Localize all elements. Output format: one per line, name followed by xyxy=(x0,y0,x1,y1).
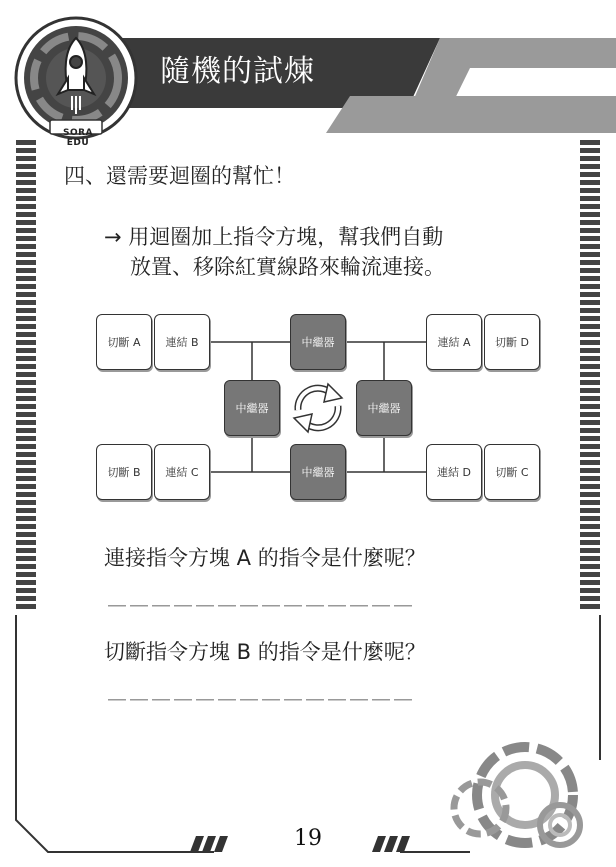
command-block-cut-d: 切斷 D xyxy=(484,314,540,370)
instruction-line-2: 放置、移除紅實線路來輪流連接。 xyxy=(130,255,445,279)
command-block-link-a: 連結 A xyxy=(426,314,482,370)
answer-line-2: ＿＿＿＿＿＿＿＿＿＿＿＿＿＿ xyxy=(108,682,416,703)
chapter-title: 隨機的試煉 xyxy=(160,54,315,89)
command-block-cut-b: 切斷 B xyxy=(96,444,152,500)
question-1: 連接指令方塊 A 的指令是什麼呢？ xyxy=(104,546,426,570)
section-heading: 四、還需要迴圈的幫忙！ xyxy=(64,164,295,188)
brand-label: SORA EDU xyxy=(62,128,94,148)
cycle-arrows-icon xyxy=(288,380,348,436)
instruction-line-1: → 用迴圈加上指令方塊，幫我們自動 xyxy=(104,225,444,249)
page-number: 19 xyxy=(294,826,322,851)
repeater-left: 中繼器 xyxy=(224,380,280,436)
repeater-bottom: 中繼器 xyxy=(290,444,346,500)
answer-line-1: ＿＿＿＿＿＿＿＿＿＿＿＿＿＿ xyxy=(108,588,416,609)
repeater-top: 中繼器 xyxy=(290,314,346,370)
command-block-cut-c: 切斷 C xyxy=(484,444,540,500)
question-2: 切斷指令方塊 B 的指令是什麼呢？ xyxy=(104,640,426,664)
command-block-link-d: 連結 D xyxy=(426,444,482,500)
command-block-cut-a: 切斷 A xyxy=(96,314,152,370)
repeater-right: 中繼器 xyxy=(356,380,412,436)
command-block-link-b: 連結 B xyxy=(154,314,210,370)
command-block-link-c: 連結 C xyxy=(154,444,210,500)
